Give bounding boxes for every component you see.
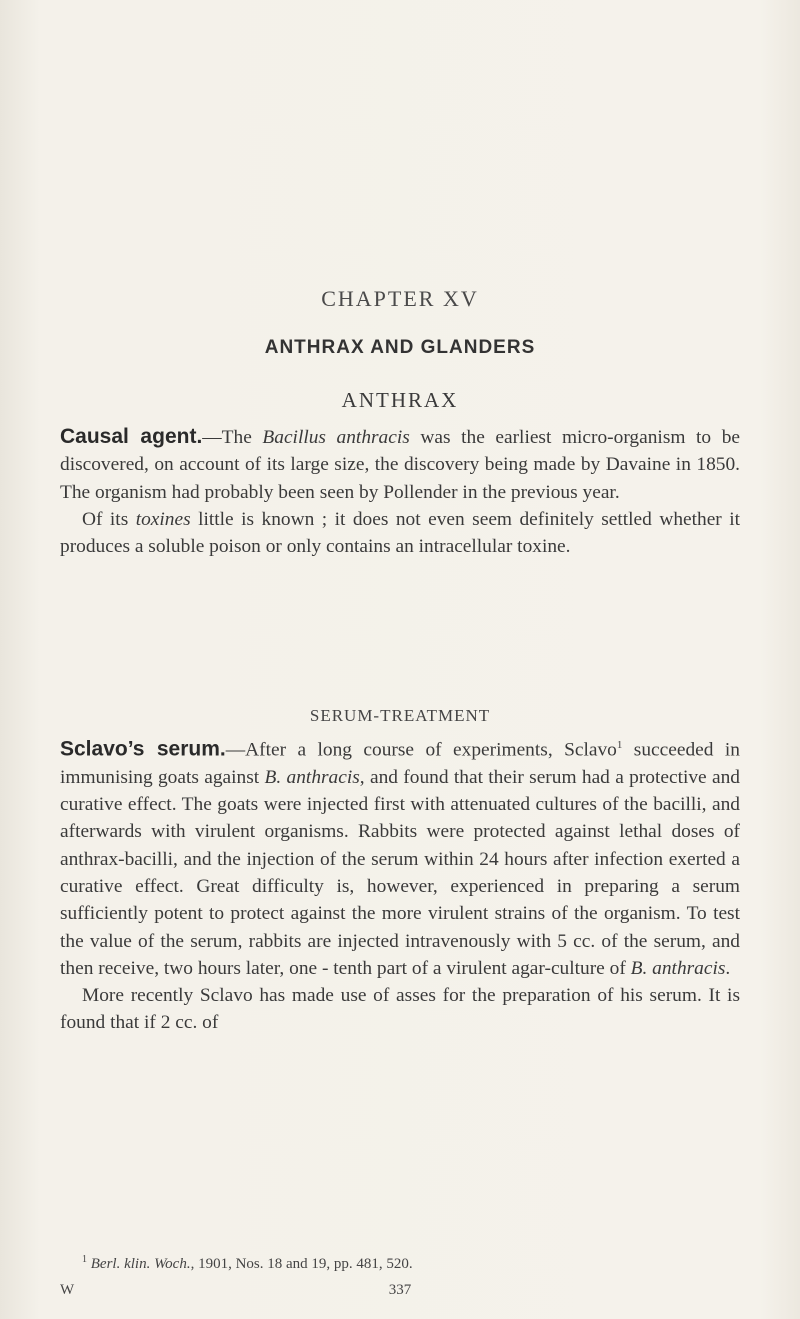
text-span: —After a long course of experiments, Sclavo	[225, 739, 617, 761]
italic-term: toxines	[135, 508, 191, 530]
causal-agent-paragraph	[60, 423, 740, 506]
footnote-text: , 1901, Nos. 18 and 19, pp. 481, 520.	[190, 1256, 413, 1272]
text-span: was the earliest micro-organism to be discovered, on account of its large size, the discovery being made by Davaine in 1850. The organism had probably been seen by Pollender in the previous year.	[60, 427, 740, 503]
section-heading-serum-treatment: SERUM-TREATMENT	[309, 706, 491, 725]
text-span: , and found that their serum had a protective and curative effect. The goats were injected first with attenuated cultures of the bacilli, and afterwards with virulent organisms. Rabbits were protected against lethal doses of anthrax-bacilli, and the injection of the serum within 24 hours after infection exerted a curative effect. Great difficulty is, however, experienced in preparing a serum sufficiently potent to protect against the more virulent strains of the organism. To test the value of the serum, rabbits are injected intravenously with 5 cc. of the serum, and then receive, two hours later, one - tenth part of a virulent agar-culture of	[60, 766, 740, 979]
text-span: succeeded in immunising goats against	[60, 739, 740, 788]
sclavo-serum-paragraph	[60, 732, 740, 982]
text-span: Of its	[82, 508, 136, 530]
footnote-journal: Berl. klin. Woch.	[90, 1256, 191, 1272]
anthrax-text	[60, 423, 740, 560]
footnote-marker: 1	[82, 1254, 87, 1265]
italic-term: B. anthracis	[630, 957, 726, 979]
page-footer	[60, 1282, 740, 1302]
text-span: .	[725, 957, 731, 979]
toxines-paragraph	[60, 506, 740, 561]
chapter-title: CHAPTER XV	[321, 286, 479, 311]
sclavo-serum-run-head: Sclavo’s serum.	[60, 737, 226, 761]
causal-agent-run-head: Causal agent.	[60, 425, 203, 448]
italic-term: B. anthracis	[264, 766, 360, 788]
italic-term: Bacillus anthracis	[262, 427, 410, 448]
section-heading-anthrax: ANTHRAX	[341, 388, 459, 412]
signature-mark: W	[60, 1282, 75, 1298]
text-span: —The	[202, 427, 263, 448]
asses-paragraph: More recently Sclavo has made use of asses for the preparation of his serum. It is found that if 2 cc. of	[60, 985, 740, 1034]
serum-text	[60, 732, 740, 1037]
page-number: 337	[388, 1282, 412, 1298]
footnote	[60, 1254, 740, 1273]
footnote-reference: 1	[616, 739, 623, 751]
chapter-subtitle: ANTHRAX AND GLANDERS	[264, 337, 536, 358]
text-span: little is known ; it does not even seem definitely settled whether it produces a soluble poison or only contains an intracellular toxine.	[60, 508, 741, 558]
